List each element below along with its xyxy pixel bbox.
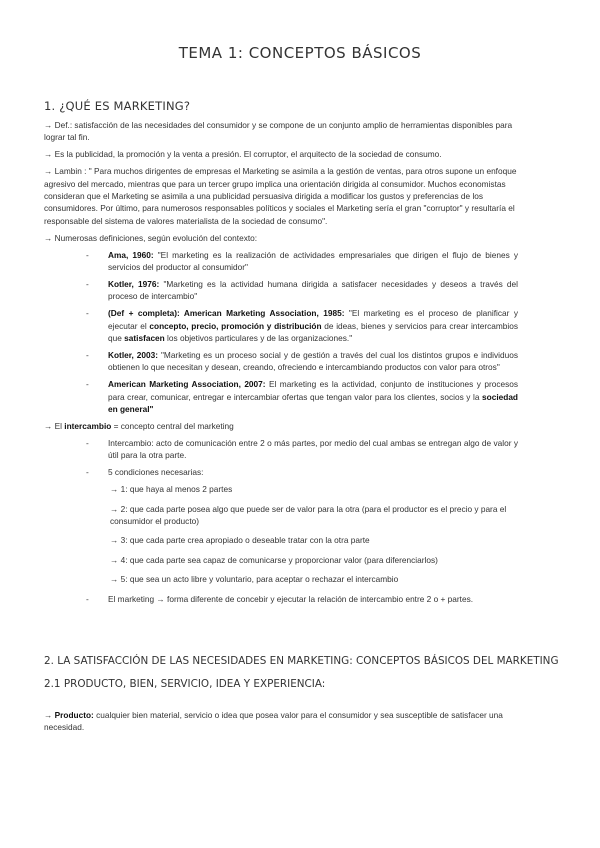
paragraph-numerosas: → Numerosas definiciones, según evolución del contexto:: [44, 232, 258, 243]
list-item-ama-1985: - (Def + completa): American Marketing Association, 1985: "El marketing es el proceso de planificar y ejecutar el concepto, precio, promoción y distribución de ideas, bienes y servicios para crear intercambios que satisfacen los objetivos particulares y de las organizaciones.": [86, 308, 518, 344]
citation-author: Kotler, 2003:: [108, 350, 158, 360]
paragraph-producto: → Producto: cualquier bien material, servicio o idea que posea valor para el consumidor y sea susceptible de satisfacer una necesidad.: [44, 710, 503, 733]
citation-text: "Marketing es un proceso social y de gestión a través del cual los distintos grupos e individuos obtienen lo que necesitan y desean, creando, ofreciendo e intercambiando productos con valor para otros": [108, 350, 518, 373]
paragraph-definition: → Def.: satisfacción de las necesidades del consumidor y se compone de un conjunto amplio de herramientas disponibles para lograr tal fin.: [44, 120, 513, 143]
condicion-5: → 5: que sea un acto libre y voluntario, para aceptar o rechazar el intercambio: [110, 574, 399, 585]
paragraph-intercambio: → El intercambio = concepto central del marketing: [44, 421, 234, 432]
citation-text: "El marketing es la realización de actividades empresariales que dirigen el flujo de bienes y servicios del productor al consumidor": [108, 249, 518, 273]
section-2-heading: 2. LA SATISFACCIÓN DE LAS NECESIDADES EN MARKETING: CONCEPTOS BÁSICOS DEL MARKETING: [44, 655, 559, 667]
list-item-condiciones: - 5 condiciones necesarias:: [86, 467, 204, 478]
bullet-dash: -: [86, 308, 89, 319]
list-item-ama-2007: - American Marketing Association, 2007: El marketing es la actividad, conjunto de instituciones y procesos para crear, comunicar, entregar e intercambiar ofertas que tengan valor para los clientes, socios y la sociedad en general": [86, 379, 518, 415]
list-item-kotler-1976: [86, 278, 518, 303]
section-1-heading: 1. ¿QUÉ ES MARKETING?: [44, 99, 191, 113]
page-title: TEMA 1: CONCEPTOS BÁSICOS: [178, 44, 422, 62]
citation-text: "Marketing es la actividad humana dirigida a satisfacer necesidades y deseos a través del proceso de intercambio": [108, 278, 518, 302]
condicion-1: → 1: que haya al menos 2 partes: [110, 484, 233, 495]
bullet-dash: -: [86, 593, 89, 604]
section-2-1-heading: 2.1 PRODUCTO, BIEN, SERVICIO, IDEA Y EXPERIENCIA:: [44, 678, 326, 690]
citation-author: Ama, 1960:: [108, 249, 154, 260]
bullet-dash: -: [86, 278, 89, 289]
bullet-dash: -: [86, 249, 89, 260]
list-item-intercambio-def: - Intercambio: acto de comunicación entre 2 o más partes, por medio del cual ambas se entregan algo de valor y útil para la otra parte.: [86, 437, 518, 461]
bullet-dash: -: [86, 350, 89, 360]
citation-author: (Def + completa): American Marketing Association, 1985:: [108, 308, 345, 319]
list-item-kotler-2003: [86, 349, 518, 374]
bullet-dash: -: [86, 437, 89, 448]
citation-author: American Marketing Association, 2007:: [108, 379, 266, 390]
section-2-body: [44, 709, 518, 738]
bullet-dash: -: [86, 467, 89, 478]
list-item-ama-1960: [86, 249, 518, 274]
paragraph-lambin: → Lambin : " Para muchos dirigentes de empresas el Marketing se asimila a la gestión de ventas, para otros supone un enfoque agresivo del mercado, mientras que para un tercer grupo implica una orientación dirigida al consumidor. Muchos economistas consideran que el Marketing se asimila a una publicidad persuasiva dirigida a modificar los gustos y preferencias de los consumidores. Por último, para numerosos responsables políticos y sociales el Marketing sería el gran "corruptor" y resultaría el responsable del sistema de valores materialista de la sociedad de consumo".: [44, 166, 517, 226]
citation-text: El marketing es la actividad, conjunto de instituciones y procesos para crear, comunicar, entregar e intercambiar ofertas que tengan valor para los clientes, socios y la: [108, 379, 518, 402]
section-1-body: [44, 119, 518, 610]
citation-author: Kotler, 1976:: [108, 278, 160, 289]
condicion-3: → 3: que cada parte crea apropiado o deseable tratar con la otra parte: [110, 535, 370, 546]
paragraph-publicidad: → Es la publicidad, la promoción y la venta a presión. El corruptor, el arquitecto de la sociedad de consumo.: [44, 149, 442, 160]
condicion-2: → 2: que cada parte posea algo que puede ser de valor para la otra (para el productor es el precio y para el consumidor el producto): [110, 503, 507, 526]
condicion-4: → 4: que cada parte sea capaz de comunicarse y proporcionar valor (para diferenciarlos): [110, 554, 438, 565]
bullet-dash: -: [86, 379, 89, 390]
list-item-forma: - El marketing → forma diferente de concebir y ejecutar la relación de intercambio entre 2 o + partes.: [86, 593, 474, 604]
